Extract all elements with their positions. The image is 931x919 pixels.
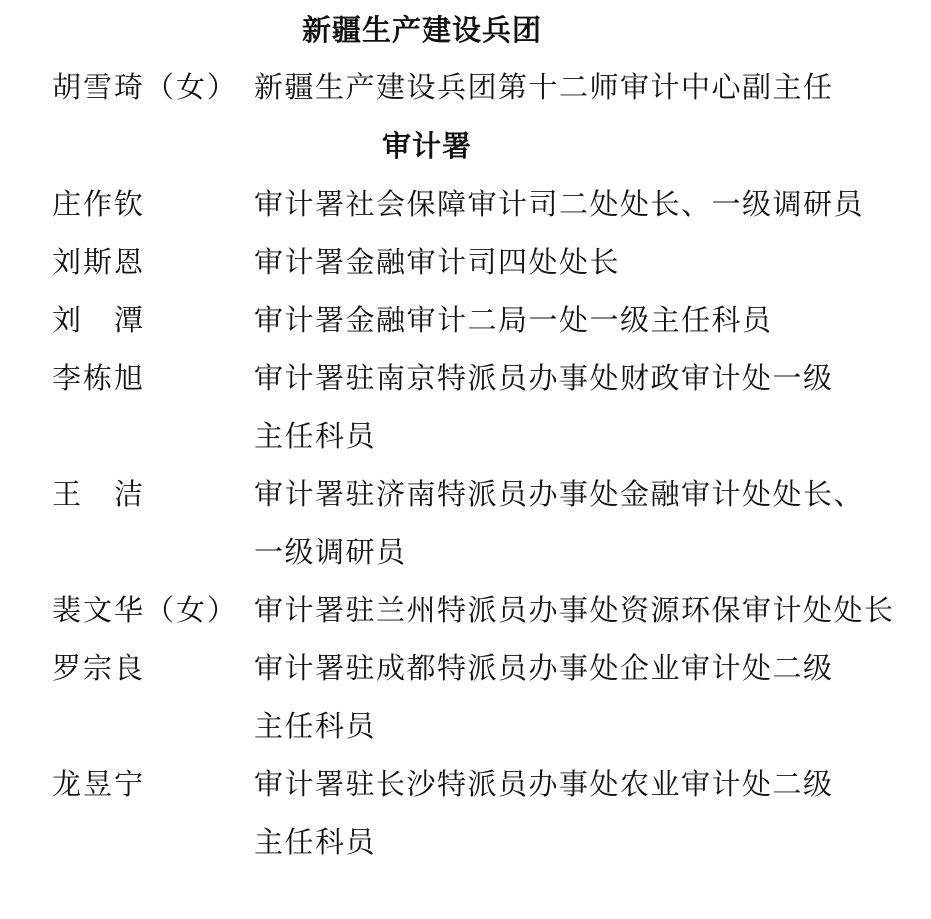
person-title: [254, 175, 874, 233]
person-name: 龙昱宁: [52, 767, 146, 801]
title-line: 审计署金融审计司四处处长: [254, 245, 621, 279]
person-name: 刘斯恩: [52, 245, 146, 279]
title-line: 主任科员: [254, 825, 377, 859]
title-line: 审计署驻成都特派员办事处企业审计处二级: [254, 651, 834, 685]
person-name: 刘 潭: [52, 303, 146, 337]
title-line: 新疆生产建设兵团第十二师审计中心副主任: [254, 70, 834, 104]
title-line: 审计署驻南京特派员办事处财政审计处一级: [254, 361, 834, 395]
person-title: [254, 349, 874, 465]
person-title: [254, 465, 874, 581]
title-line: 主任科员: [254, 419, 377, 453]
person-name: 罗宗良: [52, 651, 146, 685]
title-line: 审计署驻兰州特派员办事处资源环保审计处处长: [254, 593, 895, 627]
person-name: 胡雪琦（女）: [52, 70, 239, 104]
title-line: 审计署驻长沙特派员办事处农业审计处二级: [254, 767, 834, 801]
section-heading-audit-office: 审计署: [382, 129, 473, 163]
person-name: 庄作钦: [52, 187, 146, 221]
person-title: [254, 58, 874, 116]
person-title: [254, 581, 895, 639]
person-title: [254, 639, 874, 755]
person-title: [254, 233, 874, 291]
section-heading-xinjiang: 新疆生产建设兵团: [302, 13, 543, 47]
title-line: 审计署社会保障审计司二处处长、一级调研员: [254, 187, 865, 221]
title-line: 审计署金融审计二局一处一级主任科员: [254, 303, 773, 337]
person-name: 王 洁: [52, 477, 146, 511]
title-line: 主任科员: [254, 709, 377, 743]
person-name: 裴文华（女）: [52, 593, 239, 627]
title-line: 审计署驻济南特派员办事处金融审计处处长、: [254, 477, 865, 511]
title-line: 一级调研员: [254, 535, 407, 569]
person-name: 李栋旭: [52, 361, 146, 395]
person-title: [254, 291, 874, 349]
person-title: [254, 755, 874, 871]
